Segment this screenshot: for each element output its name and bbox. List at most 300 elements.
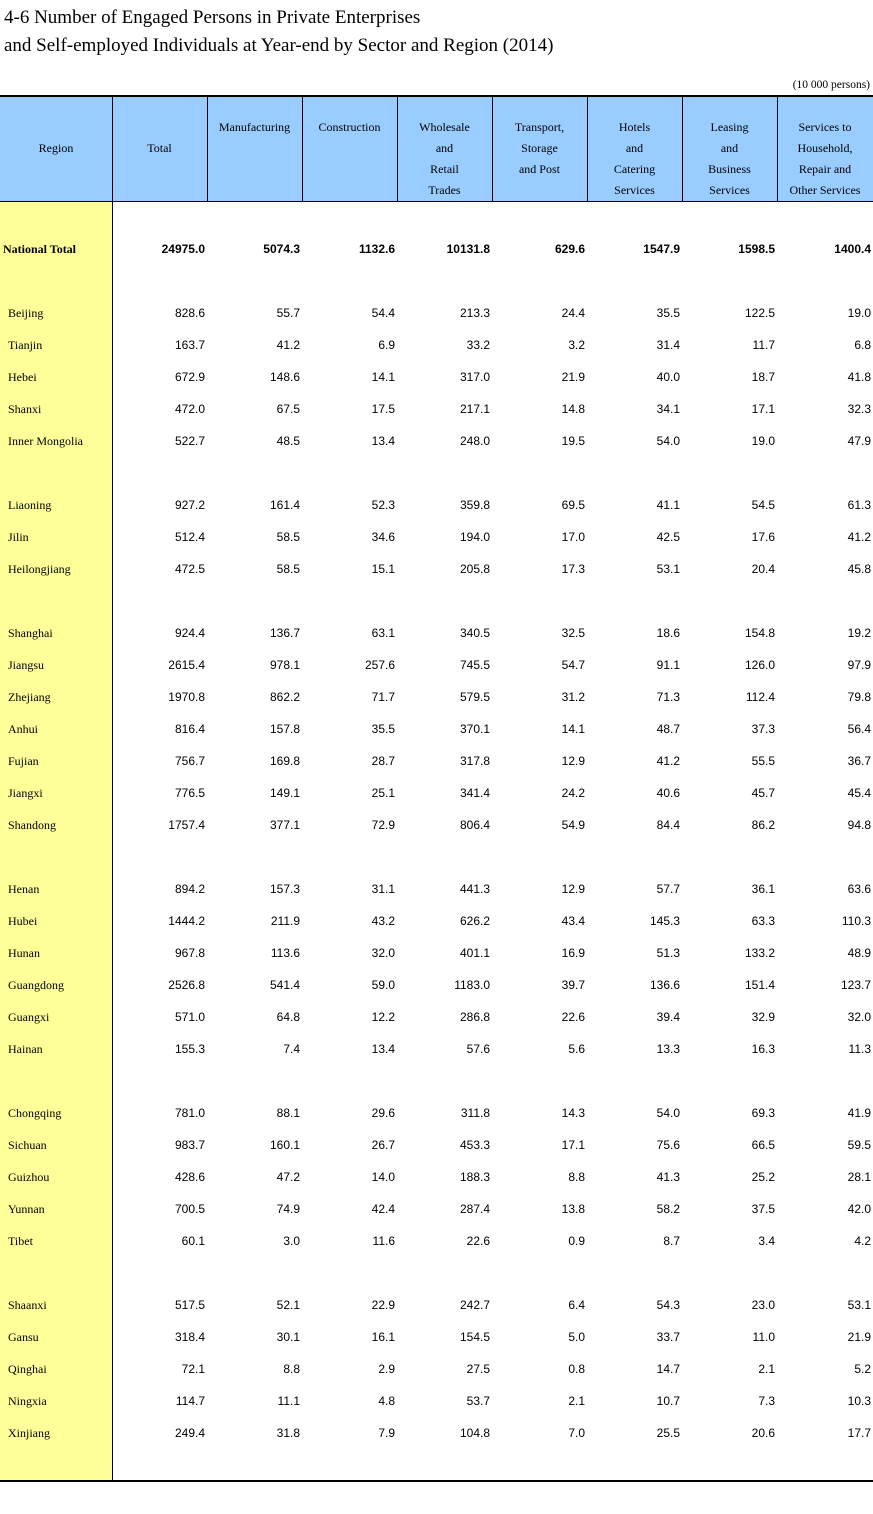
table-cell-manufacturing: 67.5	[276, 402, 300, 416]
table-cell-wholesale: 53.7	[466, 1394, 490, 1408]
table-cell-wholesale: 188.3	[459, 1170, 490, 1184]
unit-note: (10 000 persons)	[792, 79, 870, 91]
table-cell-construction: 43.2	[371, 914, 395, 928]
table-cell-services: 36.7	[847, 754, 871, 768]
column-header-transport	[492, 117, 587, 180]
table-cell-transport: 14.8	[561, 402, 585, 416]
column-header-total	[112, 138, 207, 159]
column-header-line: Household,	[797, 141, 853, 155]
table-cell-transport: 629.6	[554, 242, 585, 256]
table-cell-transport: 0.9	[568, 1234, 585, 1248]
table-cell-manufacturing: 7.4	[283, 1042, 300, 1056]
table-cell-manufacturing: 541.4	[269, 978, 300, 992]
table-cell-hotels: 42.5	[656, 530, 680, 544]
region-name: Tibet	[8, 1234, 33, 1248]
table-cell-transport: 12.9	[561, 882, 585, 896]
table-cell-wholesale: 401.1	[459, 946, 490, 960]
table-cell-construction: 59.0	[371, 978, 395, 992]
column-header-line: Other Services	[789, 183, 861, 197]
table-cell-construction: 2.9	[378, 1362, 395, 1376]
table-cell-services: 10.3	[847, 1394, 871, 1408]
table-cell-wholesale: 213.3	[459, 306, 490, 320]
region-name: Tianjin	[8, 338, 43, 352]
table-cell-wholesale: 341.4	[459, 786, 490, 800]
table-cell-services: 94.8	[847, 818, 871, 832]
table-cell-services: 28.1	[847, 1170, 871, 1184]
table-cell-services: 61.3	[847, 498, 871, 512]
table-cell-total: 756.7	[174, 754, 205, 768]
bottom-rule	[0, 1480, 873, 1482]
table-cell-wholesale: 217.1	[459, 402, 490, 416]
table-cell-construction: 28.7	[371, 754, 395, 768]
table-cell-leasing: 36.1	[751, 882, 775, 896]
table-cell-wholesale: 359.8	[459, 498, 490, 512]
table-cell-hotels: 14.7	[656, 1362, 680, 1376]
table-cell-manufacturing: 157.3	[269, 882, 300, 896]
table-cell-services: 53.1	[847, 1298, 871, 1312]
region-column-band	[0, 202, 112, 1480]
table-cell-construction: 32.0	[371, 946, 395, 960]
region-name: Shaanxi	[8, 1298, 47, 1312]
table-cell-total: 517.5	[174, 1298, 205, 1312]
region-name: Yunnan	[8, 1202, 45, 1216]
column-header-line: Total	[147, 141, 172, 155]
table-cell-wholesale: 22.6	[466, 1234, 490, 1248]
table-cell-services: 1400.4	[834, 242, 871, 256]
table-cell-services: 59.5	[847, 1138, 871, 1152]
table-cell-manufacturing: 47.2	[276, 1170, 300, 1184]
table-cell-construction: 16.1	[371, 1330, 395, 1344]
region-name: Beijing	[8, 306, 44, 320]
region-name: Hubei	[8, 914, 38, 928]
table-cell-manufacturing: 55.7	[276, 306, 300, 320]
table-cell-manufacturing: 58.5	[276, 530, 300, 544]
column-header-construction	[302, 117, 397, 138]
table-cell-total: 967.8	[174, 946, 205, 960]
table-cell-total: 60.1	[181, 1234, 205, 1248]
column-header-line: Services to	[798, 120, 852, 134]
title-line-1: 4-6 Number of Engaged Persons in Private Enterprises	[4, 7, 421, 28]
region-name: Xinjiang	[8, 1426, 50, 1440]
table-cell-wholesale: 579.5	[459, 690, 490, 704]
table-cell-manufacturing: 3.0	[283, 1234, 300, 1248]
column-header-line: Storage	[521, 141, 558, 155]
table-cell-manufacturing: 41.2	[276, 338, 300, 352]
table-cell-transport: 54.7	[561, 658, 585, 672]
table-cell-construction: 1132.6	[358, 242, 395, 256]
table-cell-services: 47.9	[847, 434, 871, 448]
table-cell-total: 1444.2	[168, 914, 205, 928]
column-divider	[207, 97, 208, 201]
table-cell-leasing: 63.3	[751, 914, 775, 928]
column-header-wholesale	[397, 117, 492, 201]
table-cell-services: 45.4	[847, 786, 871, 800]
table-cell-wholesale: 1183.0	[454, 978, 490, 992]
table-cell-transport: 32.5	[561, 626, 585, 640]
table-cell-leasing: 37.5	[751, 1202, 775, 1216]
table-cell-construction: 12.2	[371, 1010, 395, 1024]
column-header-line: Transport,	[514, 120, 565, 134]
table-cell-manufacturing: 30.1	[276, 1330, 300, 1344]
region-name: Jiangsu	[8, 658, 44, 672]
header-rule	[0, 201, 873, 202]
table-cell-services: 56.4	[847, 722, 871, 736]
table-cell-total: 72.1	[181, 1362, 205, 1376]
table-cell-construction: 14.0	[371, 1170, 395, 1184]
page-title	[4, 4, 553, 60]
column-header-line: Services	[709, 183, 750, 197]
table-cell-leasing: 55.5	[751, 754, 775, 768]
table-cell-manufacturing: 58.5	[276, 562, 300, 576]
region-name: Gansu	[8, 1330, 39, 1344]
table-cell-transport: 12.9	[561, 754, 585, 768]
table-cell-construction: 7.9	[378, 1426, 395, 1440]
table-cell-hotels: 33.7	[656, 1330, 680, 1344]
table-cell-wholesale: 287.4	[459, 1202, 490, 1216]
table-cell-leasing: 151.4	[744, 978, 775, 992]
national-total-label: National Total	[3, 242, 77, 256]
region-name: Shanxi	[8, 402, 42, 416]
table-cell-hotels: 10.7	[656, 1394, 680, 1408]
table-cell-total: 571.0	[174, 1010, 205, 1024]
top-rule	[0, 95, 873, 97]
column-header-line: Catering	[613, 162, 656, 176]
table-cell-services: 11.3	[848, 1042, 871, 1056]
table-cell-hotels: 48.7	[656, 722, 680, 736]
table-cell-total: 672.9	[174, 370, 205, 384]
table-cell-hotels: 18.6	[656, 626, 680, 640]
table-cell-transport: 17.3	[561, 562, 585, 576]
table-cell-manufacturing: 88.1	[276, 1106, 300, 1120]
table-cell-manufacturing: 148.6	[269, 370, 300, 384]
table-cell-wholesale: 104.8	[459, 1426, 490, 1440]
table-cell-services: 32.3	[847, 402, 871, 416]
table-cell-hotels: 54.0	[656, 1106, 680, 1120]
table-cell-wholesale: 57.6	[466, 1042, 490, 1056]
table-cell-transport: 24.2	[561, 786, 585, 800]
table-cell-transport: 21.9	[561, 370, 585, 384]
table-cell-total: 522.7	[174, 434, 205, 448]
column-header-line: and	[625, 141, 644, 155]
table-cell-services: 42.0	[847, 1202, 871, 1216]
table-cell-wholesale: 194.0	[459, 530, 490, 544]
table-cell-manufacturing: 211.9	[270, 914, 300, 928]
table-cell-leasing: 133.2	[744, 946, 775, 960]
table-cell-construction: 257.6	[364, 658, 395, 672]
table-cell-transport: 2.1	[568, 1394, 585, 1408]
table-cell-construction: 42.4	[371, 1202, 395, 1216]
table-cell-transport: 24.4	[561, 306, 585, 320]
table-cell-total: 512.4	[174, 530, 205, 544]
table-cell-transport: 54.9	[561, 818, 585, 832]
table-cell-total: 1970.8	[168, 690, 205, 704]
column-header-line: Business	[708, 162, 751, 176]
table-cell-hotels: 31.4	[656, 338, 680, 352]
table-cell-construction: 25.1	[371, 786, 395, 800]
table-cell-leasing: 7.3	[758, 1394, 775, 1408]
table-cell-hotels: 51.3	[656, 946, 680, 960]
region-name: Shanghai	[8, 626, 53, 640]
table-cell-services: 63.6	[847, 882, 871, 896]
table-cell-transport: 31.2	[561, 690, 585, 704]
table-cell-leasing: 122.5	[744, 306, 775, 320]
table-cell-construction: 15.1	[371, 562, 395, 576]
region-name: Hebei	[8, 370, 37, 384]
table-cell-wholesale: 248.0	[459, 434, 490, 448]
table-cell-transport: 5.0	[568, 1330, 585, 1344]
table-cell-services: 48.9	[847, 946, 871, 960]
table-cell-construction: 17.5	[371, 402, 395, 416]
table-cell-transport: 39.7	[561, 978, 585, 992]
table-cell-leasing: 17.6	[751, 530, 775, 544]
table-cell-total: 700.5	[174, 1202, 205, 1216]
table-cell-wholesale: 154.5	[459, 1330, 490, 1344]
table-cell-hotels: 25.5	[656, 1426, 680, 1440]
table-cell-transport: 7.0	[568, 1426, 585, 1440]
table-cell-services: 79.8	[847, 690, 871, 704]
table-cell-manufacturing: 136.7	[269, 626, 300, 640]
table-cell-leasing: 20.6	[751, 1426, 775, 1440]
table-cell-hotels: 40.0	[656, 370, 680, 384]
table-cell-hotels: 136.6	[649, 978, 680, 992]
table-cell-hotels: 75.6	[656, 1138, 680, 1152]
table-cell-hotels: 39.4	[656, 1010, 680, 1024]
table-cell-construction: 52.3	[371, 498, 395, 512]
table-cell-transport: 17.1	[561, 1138, 585, 1152]
table-cell-total: 1757.4	[168, 818, 205, 832]
table-cell-hotels: 41.3	[656, 1170, 680, 1184]
table-cell-construction: 35.5	[371, 722, 395, 736]
column-header-leasing	[682, 117, 777, 201]
table-cell-transport: 19.5	[561, 434, 585, 448]
table-cell-services: 110.3	[841, 914, 871, 928]
region-name: Hunan	[8, 946, 40, 960]
table-cell-hotels: 57.7	[656, 882, 680, 896]
table-cell-manufacturing: 113.6	[270, 946, 300, 960]
table-cell-leasing: 112.4	[745, 690, 775, 704]
table-cell-construction: 6.9	[378, 338, 395, 352]
region-name: Hainan	[8, 1042, 43, 1056]
table-cell-construction: 34.6	[371, 530, 395, 544]
column-header-line: Region	[38, 141, 74, 155]
table-cell-manufacturing: 157.8	[269, 722, 300, 736]
region-name: Fujian	[8, 754, 39, 768]
table-cell-services: 19.2	[847, 626, 871, 640]
table-cell-construction: 63.1	[371, 626, 395, 640]
table-cell-services: 45.8	[847, 562, 871, 576]
region-name: Anhui	[8, 722, 38, 736]
table-cell-transport: 8.8	[568, 1170, 585, 1184]
table-cell-wholesale: 205.8	[459, 562, 490, 576]
column-header-region	[0, 138, 112, 159]
table-cell-leasing: 19.0	[751, 434, 775, 448]
table-cell-leasing: 23.0	[751, 1298, 775, 1312]
table-cell-transport: 13.8	[561, 1202, 585, 1216]
table-cell-transport: 3.2	[568, 338, 585, 352]
column-header-hotels	[587, 117, 682, 201]
table-cell-transport: 16.9	[561, 946, 585, 960]
table-cell-transport: 69.5	[561, 498, 585, 512]
title-line-2: and Self-employed Individuals at Year-end by Sector and Region (2014)	[4, 35, 554, 56]
region-name: Jiangxi	[8, 786, 43, 800]
table-cell-hotels: 8.7	[663, 1234, 680, 1248]
table-cell-wholesale: 27.5	[466, 1362, 490, 1376]
table-cell-construction: 13.4	[371, 434, 395, 448]
table-cell-services: 5.2	[854, 1362, 871, 1376]
column-header-line: Construction	[318, 120, 381, 134]
region-name: Shandong	[8, 818, 56, 832]
region-name: Jilin	[8, 530, 29, 544]
table-cell-manufacturing: 862.2	[269, 690, 300, 704]
table-cell-manufacturing: 149.1	[269, 786, 300, 800]
column-header-line: Hotels	[618, 120, 651, 134]
table-cell-wholesale: 626.2	[459, 914, 490, 928]
table-cell-hotels: 71.3	[656, 690, 680, 704]
column-header-line: Trades	[428, 183, 461, 197]
table-cell-hotels: 40.6	[656, 786, 680, 800]
table-cell-wholesale: 33.2	[466, 338, 490, 352]
table-cell-transport: 14.1	[561, 722, 585, 736]
table-cell-manufacturing: 161.4	[269, 498, 300, 512]
table-cell-total: 163.7	[174, 338, 205, 352]
region-name: Ningxia	[8, 1394, 47, 1408]
table-cell-leasing: 126.0	[744, 658, 775, 672]
table-cell-manufacturing: 8.8	[283, 1362, 300, 1376]
table-cell-transport: 6.4	[568, 1298, 585, 1312]
table-cell-leasing: 11.0	[752, 1330, 775, 1344]
table-cell-hotels: 53.1	[656, 562, 680, 576]
table-cell-services: 19.0	[847, 306, 871, 320]
table-cell-total: 249.4	[174, 1426, 205, 1440]
table-cell-leasing: 154.8	[744, 626, 775, 640]
table-cell-transport: 5.6	[568, 1042, 585, 1056]
region-name: Guizhou	[8, 1170, 50, 1184]
column-header-line: and	[435, 141, 454, 155]
table-cell-leasing: 1598.5	[738, 242, 775, 256]
table-cell-hotels: 1547.9	[643, 242, 680, 256]
table-cell-hotels: 58.2	[656, 1202, 680, 1216]
table-cell-leasing: 32.9	[751, 1010, 775, 1024]
table-cell-manufacturing: 74.9	[276, 1202, 300, 1216]
table-cell-leasing: 2.1	[758, 1362, 775, 1376]
table-cell-manufacturing: 52.1	[276, 1298, 300, 1312]
table-cell-wholesale: 806.4	[459, 818, 490, 832]
table-cell-wholesale: 370.1	[459, 722, 490, 736]
table-cell-services: 97.9	[847, 658, 871, 672]
table-cell-hotels: 54.3	[656, 1298, 680, 1312]
region-name: Guangxi	[8, 1010, 50, 1024]
table-cell-services: 32.0	[847, 1010, 871, 1024]
table-cell-services: 6.8	[854, 338, 871, 352]
column-header-line: Wholesale	[419, 120, 470, 134]
table-cell-services: 17.7	[847, 1426, 871, 1440]
table-cell-leasing: 86.2	[751, 818, 775, 832]
column-header-line: Retail	[430, 162, 459, 176]
table-cell-hotels: 35.5	[656, 306, 680, 320]
table-cell-leasing: 37.3	[751, 722, 775, 736]
table-cell-total: 428.6	[174, 1170, 205, 1184]
table-cell-leasing: 18.7	[751, 370, 775, 384]
table-cell-services: 4.2	[854, 1234, 871, 1248]
region-name: Liaoning	[8, 498, 52, 512]
table-cell-wholesale: 453.3	[459, 1138, 490, 1152]
table-cell-services: 41.8	[847, 370, 871, 384]
table-cell-manufacturing: 64.8	[276, 1010, 300, 1024]
column-header-line: Manufacturing	[218, 120, 291, 134]
table-cell-total: 776.5	[174, 786, 205, 800]
column-header-line: and	[720, 141, 739, 155]
table-cell-manufacturing: 31.8	[276, 1426, 300, 1440]
region-name: Sichuan	[8, 1138, 47, 1152]
table-cell-services: 41.2	[847, 530, 871, 544]
column-header-line: Services	[614, 183, 655, 197]
table-cell-manufacturing: 160.1	[269, 1138, 300, 1152]
table-cell-leasing: 20.4	[751, 562, 775, 576]
table-cell-leasing: 3.4	[758, 1234, 775, 1248]
table-cell-construction: 26.7	[371, 1138, 395, 1152]
table-cell-wholesale: 286.8	[459, 1010, 490, 1024]
table-cell-hotels: 41.1	[656, 498, 680, 512]
table-cell-manufacturing: 48.5	[276, 434, 300, 448]
table-cell-construction: 29.6	[371, 1106, 395, 1120]
table-cell-construction: 11.6	[372, 1234, 395, 1248]
table-cell-leasing: 17.1	[751, 402, 775, 416]
region-name: Guangdong	[8, 978, 64, 992]
table-cell-manufacturing: 169.8	[269, 754, 300, 768]
table-cell-construction: 4.8	[378, 1394, 395, 1408]
table-cell-leasing: 45.7	[751, 786, 775, 800]
table-cell-construction: 72.9	[371, 818, 395, 832]
table-cell-construction: 22.9	[371, 1298, 395, 1312]
table-cell-wholesale: 745.5	[459, 658, 490, 672]
table-cell-total: 155.3	[174, 1042, 205, 1056]
table-cell-leasing: 54.5	[751, 498, 775, 512]
table-cell-transport: 0.8	[568, 1362, 585, 1376]
table-cell-wholesale: 10131.8	[446, 242, 490, 256]
table-cell-leasing: 11.7	[752, 338, 775, 352]
table-cell-hotels: 34.1	[656, 402, 680, 416]
region-name: Zhejiang	[8, 690, 51, 704]
region-name: Henan	[8, 882, 40, 896]
region-name: Heilongjiang	[8, 562, 71, 576]
table-cell-total: 318.4	[174, 1330, 205, 1344]
table-cell-hotels: 84.4	[656, 818, 680, 832]
table-cell-total: 816.4	[174, 722, 205, 736]
table-cell-wholesale: 317.0	[459, 370, 490, 384]
table-cell-total: 24975.0	[161, 242, 205, 256]
table-cell-transport: 43.4	[561, 914, 585, 928]
table-cell-manufacturing: 377.1	[269, 818, 300, 832]
column-header-line: Leasing	[710, 120, 749, 134]
table-cell-construction: 31.1	[371, 882, 395, 896]
table-cell-total: 2615.4	[168, 658, 205, 672]
table-cell-manufacturing: 11.1	[277, 1394, 300, 1408]
column-header-line: and Post	[518, 162, 560, 176]
table-cell-transport: 17.0	[561, 530, 585, 544]
table-cell-total: 781.0	[174, 1106, 205, 1120]
table-cell-leasing: 66.5	[751, 1138, 775, 1152]
table-cell-hotels: 145.3	[649, 914, 680, 928]
table-cell-hotels: 91.1	[656, 658, 680, 672]
table-cell-wholesale: 441.3	[459, 882, 490, 896]
column-divider	[302, 97, 303, 201]
table-cell-transport: 14.3	[561, 1106, 585, 1120]
table-cell-manufacturing: 978.1	[269, 658, 300, 672]
table-cell-leasing: 25.2	[751, 1170, 775, 1184]
column-divider	[112, 97, 113, 1480]
region-name: Qinghai	[8, 1362, 47, 1376]
column-header-manufacturing	[207, 117, 302, 138]
